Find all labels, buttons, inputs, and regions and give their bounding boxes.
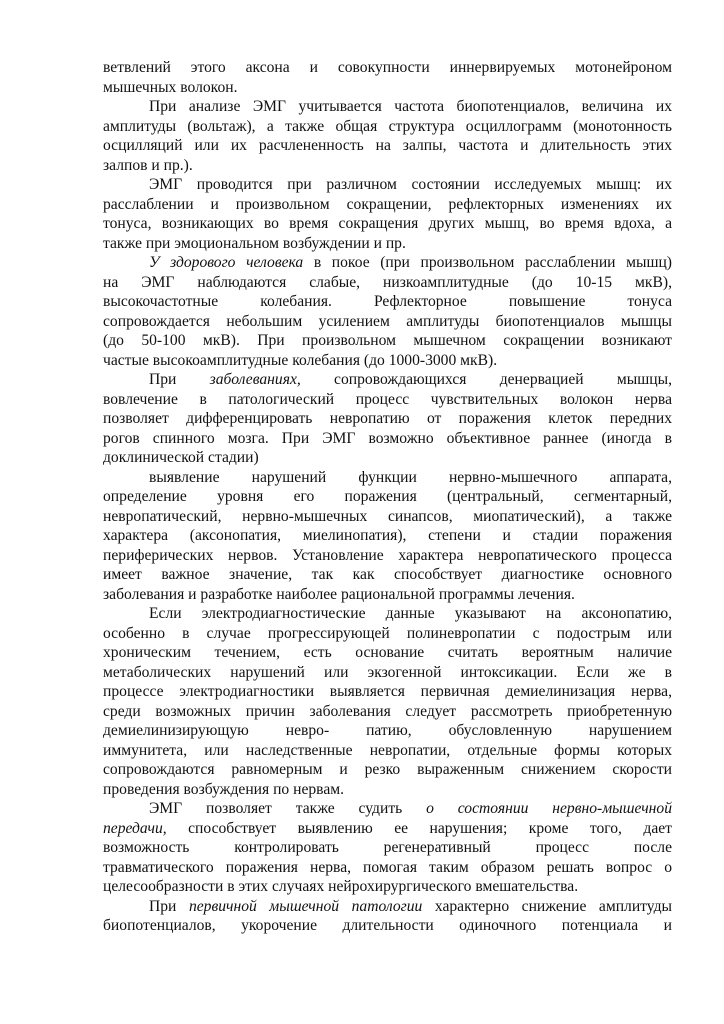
- text-line: [103, 741, 672, 761]
- italic-text: первичной мышечной патологии: [188, 897, 423, 915]
- text-segment: При: [149, 371, 210, 388]
- text-line: [103, 838, 672, 858]
- text-line: [103, 507, 672, 527]
- text-segment: возможность контролировать регенеративный процесс после: [103, 839, 672, 856]
- text-segment: биопотенциалов, укорочение длительности одиночного потенциала и: [103, 917, 672, 934]
- text-segment: характерно снижение амплитуды: [422, 897, 672, 915]
- text-segment: в покое (при произвольном расслаблении мышц): [303, 254, 672, 271]
- text-segment: (до 50-100 мкВ). При произвольном мышечном сокращении возникают: [103, 332, 672, 349]
- text-line: [103, 897, 672, 917]
- text-segment: расслаблении и произвольном сокращении, рефлекторных изменениях их: [103, 195, 672, 213]
- text-segment: заболевания и разработке наиболее рациональной программы лечения.: [103, 585, 575, 603]
- text-line: [103, 487, 672, 507]
- text-line: [103, 526, 672, 546]
- text-segment: позволяет дифференцировать невропатию от поражения клеток передних: [103, 410, 672, 427]
- text-segment: способствует выявлению ее нарушения; кроме того, дает: [166, 819, 672, 837]
- text-segment: проведения возбуждения по нервам.: [103, 780, 345, 798]
- text-segment: метаболических нарушений или экзогенной интоксикации. Если же в: [103, 663, 672, 681]
- text-segment: При анализе ЭМГ учитывается частота биопотенциалов, величина их: [149, 98, 672, 115]
- text-line: [103, 370, 672, 390]
- text-line: [103, 663, 672, 683]
- text-segment: рогов спинного мозга. При ЭМГ возможно объективное раннее (иногда в: [103, 429, 672, 447]
- text-line: [103, 468, 672, 488]
- text-line: [103, 156, 672, 176]
- text-segment: также при эмоциональном возбуждении и пр.: [103, 234, 406, 252]
- text-line: [103, 136, 672, 156]
- text-line: [103, 390, 672, 410]
- text-line: [103, 702, 672, 722]
- text-segment: имеет важное значение, так как способствует диагностике основного: [103, 566, 672, 583]
- text-line: [103, 858, 672, 878]
- text-line: [103, 312, 672, 332]
- text-line: [103, 780, 672, 800]
- text-line: [103, 546, 672, 566]
- text-segment: среди возможных причин заболевания следует рассмотреть приобретенную: [103, 702, 672, 720]
- text-line: [103, 351, 672, 371]
- text-segment: Если электродиагностические данные указывают на аксонопатию,: [149, 605, 672, 622]
- body-text: [103, 58, 672, 936]
- text-segment: ветвлений этого аксона и совокупности иннервируемых мотонейроном: [103, 59, 672, 76]
- text-segment: амплитуды (вольтаж), а также общая структура осциллограмм (монотонность: [103, 117, 672, 135]
- text-segment: доклинической стадии): [103, 449, 259, 466]
- text-segment: сопровождается небольшим усилением амплитуды биопотенциалов мышцы: [103, 312, 672, 330]
- text-line: [103, 97, 672, 117]
- italic-text: У здорового человека: [149, 254, 304, 271]
- text-line: [103, 234, 672, 254]
- text-segment: сопровождающихся денервацией мышцы,: [300, 371, 672, 388]
- text-line: [103, 253, 672, 273]
- text-segment: ЭМГ позволяет также судить: [149, 800, 427, 817]
- text-segment: невропатический, нервно-мышечных синапсов, миопатический), а также: [103, 507, 672, 525]
- text-line: [103, 78, 672, 98]
- text-segment: мышечных волокон.: [103, 78, 238, 96]
- text-segment: на ЭМГ наблюдаются слабые, низкоамплитудные (до 10-15 мкВ),: [103, 273, 672, 291]
- text-line: [103, 565, 672, 585]
- text-segment: осцилляций или их расчлененность на залпы, частота и длительность этих: [103, 137, 672, 154]
- text-segment: сопровождаются равномерным и резко выраженным снижением скорости: [103, 761, 672, 778]
- text-segment: выявление нарушений функции нервно-мышечного аппарата,: [149, 468, 672, 486]
- italic-text: передачи,: [103, 819, 167, 837]
- text-line: [103, 624, 672, 644]
- text-line: [103, 448, 672, 468]
- text-line: [103, 819, 672, 839]
- text-segment: демиелинизирующую невро- патию, обусловленную нарушением: [103, 722, 672, 739]
- text-segment: процессе электродиагностики выявляется первичная демиелинизация нерва,: [103, 683, 672, 700]
- text-segment: иммунитета, или наследственные невропатии, отдельные формы которых: [103, 741, 672, 759]
- text-segment: ЭМГ проводится при различном состоянии исследуемых мышц: их: [149, 176, 672, 193]
- text-segment: периферических нервов. Установление характера невропатического процесса: [103, 546, 672, 564]
- text-line: [103, 117, 672, 137]
- text-segment: особенно в случае прогрессирующей полиневропатии с подострым или: [103, 624, 672, 642]
- text-line: [103, 58, 672, 78]
- text-segment: При: [149, 897, 189, 915]
- text-line: [103, 409, 672, 429]
- italic-text: заболеваниях,: [209, 371, 301, 388]
- text-line: [103, 195, 672, 215]
- text-line: [103, 643, 672, 663]
- italic-text: о состоянии нервно-мышечной: [426, 800, 672, 817]
- text-line: [103, 916, 672, 936]
- text-line: [103, 682, 672, 702]
- text-line: [103, 799, 672, 819]
- text-segment: определение уровня его поражения (центральный, сегментарный,: [103, 488, 672, 505]
- text-line: [103, 760, 672, 780]
- text-line: [103, 429, 672, 449]
- text-line: [103, 331, 672, 351]
- text-line: [103, 214, 672, 234]
- text-line: [103, 273, 672, 293]
- text-line: [103, 175, 672, 195]
- text-line: [103, 585, 672, 605]
- text-segment: характера (аксонопатия, миелинопатия), степени и стадии поражения: [103, 527, 672, 544]
- text-segment: травматического поражения нерва, помогая таким образом решать вопрос о: [103, 858, 672, 876]
- text-segment: целесообразности в этих случаях нейрохирургического вмешательства.: [103, 878, 579, 895]
- text-line: [103, 721, 672, 741]
- text-segment: вовлечение в патологический процесс чувствительных волокон нерва: [103, 390, 672, 408]
- text-segment: тонуса, возникающих во время сокращения других мышц, во время вдоха, а: [103, 215, 672, 232]
- text-line: [103, 292, 672, 312]
- text-line: [103, 604, 672, 624]
- text-segment: хроническим течением, есть основание считать вероятным наличие: [103, 644, 672, 661]
- text-segment: залпов и пр.).: [103, 156, 193, 174]
- text-segment: частые высокоамплитудные колебания (до 1000-3000 мкВ).: [103, 351, 498, 369]
- text-line: [103, 877, 672, 897]
- text-segment: высокочастотные колебания. Рефлекторное повышение тонуса: [103, 293, 672, 310]
